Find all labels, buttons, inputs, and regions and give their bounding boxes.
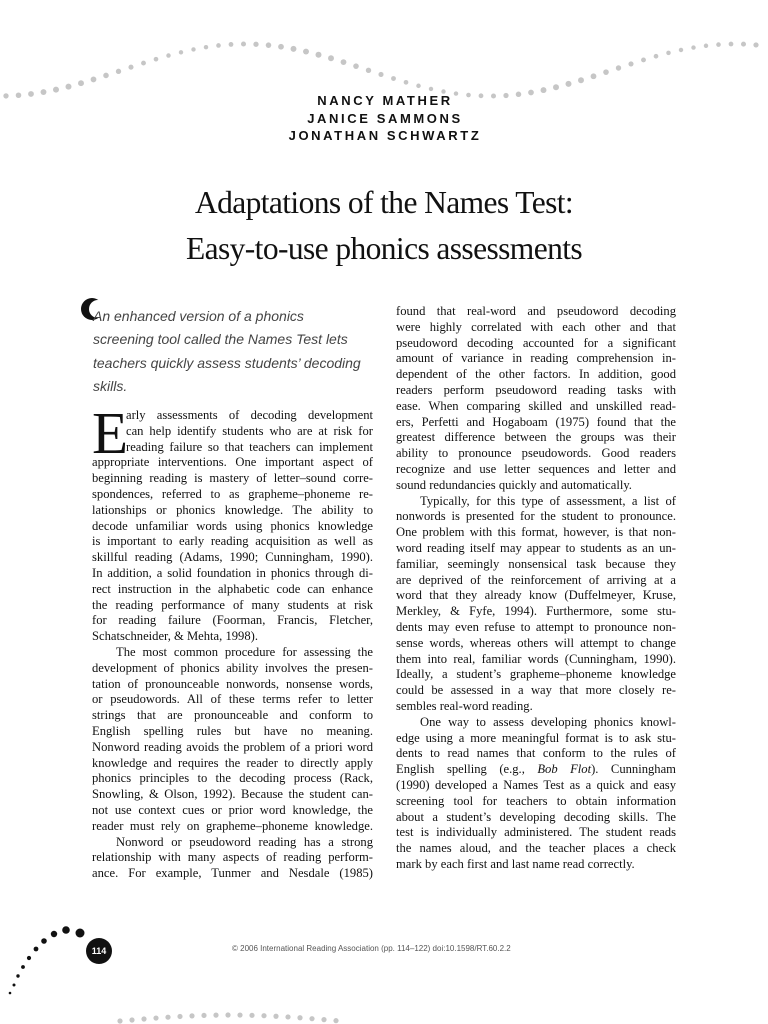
decorative-dot <box>78 80 84 86</box>
body-line: amount of variance in reading comprehension in- <box>396 351 676 366</box>
abstract-line: skills. <box>93 377 128 394</box>
decorative-dot <box>28 91 34 97</box>
decorative-dot <box>76 929 85 938</box>
decorative-dot <box>404 80 409 85</box>
decorative-dot <box>177 1014 182 1019</box>
decorative-dot <box>391 76 396 81</box>
abstract <box>93 305 383 398</box>
body-line: development of phonics ability involves the presen- <box>92 660 373 675</box>
decorative-dot <box>213 1013 218 1018</box>
body-line: or pseudowords. All of these terms refer to letter <box>92 692 373 707</box>
body-line: readers perform pseudoword reading tasks with <box>396 382 676 397</box>
decorative-dot <box>91 77 97 83</box>
drop-cap: E <box>92 400 129 466</box>
decorative-dot <box>179 50 183 54</box>
decorative-dot <box>229 42 234 47</box>
abstract-line: teachers quickly assess students’ decoding <box>93 354 361 371</box>
decorative-dot <box>16 92 22 98</box>
article-title <box>60 180 708 272</box>
body-line: lationships or phonics knowledge. The ability to <box>92 502 373 517</box>
decorative-dot <box>321 1017 326 1022</box>
body-line: could be assessed in a way that more closely re- <box>396 683 676 698</box>
decorative-dot <box>189 1013 194 1018</box>
decorative-dot <box>753 42 758 47</box>
decorative-dot <box>34 947 39 952</box>
decorative-dot <box>641 57 646 62</box>
body-line: Snowling, & Olson, 1992). Because the student can- <box>92 787 373 802</box>
decorative-dot <box>53 87 59 93</box>
decorative-dot <box>616 65 621 70</box>
decorative-dot <box>666 51 671 56</box>
abstract-line: screening tool called the Names Test lets <box>93 331 348 348</box>
decorative-dot <box>704 44 708 48</box>
body-line: beginning reading is mastery of letter–sound corre- <box>92 471 373 486</box>
decorative-dot <box>41 89 47 95</box>
decorative-dot <box>333 1018 338 1023</box>
decorative-dot <box>153 1015 158 1020</box>
body-line: not use context cues or prior word knowledge, the <box>92 802 373 817</box>
decorative-dot <box>628 61 633 66</box>
body-line: word reading itself may appear to students as an un- <box>396 540 676 555</box>
body-line: nonwords is presented for the student to pronounce. <box>396 509 676 524</box>
decorative-dot <box>116 69 121 74</box>
body-column-left <box>92 408 373 882</box>
body-line: the names aloud, and the teacher places a check <box>396 841 676 856</box>
body-line: reading failure so that teachers can implement <box>126 439 373 454</box>
decorative-dot <box>553 84 559 90</box>
decorative-dot <box>603 69 609 75</box>
decorative-dot <box>654 54 659 59</box>
body-line: edge using a more meaningful format is to ask stu- <box>396 730 676 745</box>
body-line: tation of pronounceable nonwords, nonsense words, <box>92 676 373 691</box>
body-line: are deprived of the reinforcement of arriving at a <box>396 572 676 587</box>
body-line: Nonword or pseudoword reading has a strong <box>116 834 373 849</box>
body-line: arly assessments of decoding development <box>126 408 373 422</box>
decorative-dot <box>249 1013 254 1018</box>
body-line: ers, Perfetti and Hogaboam (1975) found that the <box>396 414 676 429</box>
decorative-dot <box>27 956 31 960</box>
decorative-dot <box>154 57 159 62</box>
decorative-dot <box>129 1017 134 1022</box>
decorative-dot <box>41 938 47 944</box>
decorative-dot <box>141 1016 146 1021</box>
decorative-dot <box>103 73 109 79</box>
decorative-dot <box>204 45 208 49</box>
body-line: Schatschneider, & Mehta, 1998). <box>92 629 258 644</box>
author-name: NANCY MATHER <box>317 93 453 108</box>
body-line: the reading performance of many students at risk <box>92 597 373 612</box>
decorative-dot <box>165 1015 170 1020</box>
decorative-dot <box>285 1014 290 1019</box>
body-line: Ideally, a student’s grapheme–phoneme knowledge <box>396 667 676 682</box>
body-line: relationship with many aspects of reading perform- <box>92 850 373 865</box>
decorative-dot <box>591 73 597 79</box>
body-line: found that real-word and pseudoword decoding <box>396 304 676 318</box>
decorative-dot <box>378 72 383 77</box>
page-number-badge: 114 <box>86 938 112 964</box>
decorative-dot <box>3 93 8 98</box>
body-line: sound redundancies quickly and automatically. <box>396 477 632 492</box>
decorative-dot <box>353 63 359 69</box>
body-line: skillful reading (Adams, 1990; Cunningham, 1990). <box>92 550 373 565</box>
body-line: dents may even refuse to attempt to pronounce non- <box>396 619 676 634</box>
body-line: rect instruction in the alphabetic code can enhance <box>92 581 373 596</box>
body-line: decode unfamiliar words using phonics knowledge <box>92 518 373 533</box>
decorative-dot <box>117 1018 122 1023</box>
body-line: strings that are pronounceable and conform to <box>92 708 373 723</box>
body-line: sembles real-word reading. <box>396 698 533 713</box>
decorative-dot <box>566 81 572 87</box>
body-line: Nonword reading avoids the problem of a priori word <box>92 739 373 754</box>
decorative-dot <box>51 931 57 937</box>
decorative-dot <box>278 44 284 50</box>
body-line: ance. For example, Tunmer and Nesdale (1985) <box>92 866 373 881</box>
decorative-dot <box>128 65 133 70</box>
body-line: screening tool for teachers to obtain information <box>396 793 676 808</box>
body-line: can help identify students who are at risk for <box>126 423 373 438</box>
footer-citation: © 2006 International Reading Association (pp. 114–122) doi:10.1598/RT.60.2.2 <box>232 944 511 953</box>
decorative-dot <box>328 55 334 61</box>
body-line: for reading failure (Foorman, Francis, Fletcher, <box>92 613 373 628</box>
decorative-dot <box>341 59 347 65</box>
decorative-dot <box>729 42 734 47</box>
body-line: were highly correlated with each other and that <box>396 319 676 334</box>
body-line: recognize and use letter sequences and letter and <box>396 461 676 476</box>
author-list <box>230 92 540 145</box>
body-line: word that they already know (Duffelmeyer, Kruse, <box>396 588 676 603</box>
decorative-dot <box>21 965 25 969</box>
decorative-dot <box>416 84 421 89</box>
body-line: Typically, for this type of assessment, a list of <box>420 493 676 508</box>
body-line: English spelling (e.g., Bob Flot). Cunningham <box>396 762 676 777</box>
decorative-dot <box>66 84 72 90</box>
decorative-dot <box>309 1016 314 1021</box>
decorative-dot <box>216 43 221 48</box>
body-line: One problem with this format, however, is that non- <box>396 525 676 540</box>
decorative-dot <box>316 52 322 58</box>
decorative-dot <box>578 77 584 83</box>
body-line: greatest difference between the groups was their <box>396 430 676 445</box>
body-line: sense words, whereas others will attempt to change <box>396 635 676 650</box>
body-line: about a student’s developing decoding skills. The <box>396 809 676 824</box>
decorative-dot <box>13 984 16 987</box>
body-line: them into real, familiar words (Cunningham, 1990). <box>396 651 676 666</box>
decorative-dot <box>429 87 433 91</box>
author-name: JANICE SAMMONS <box>307 110 463 126</box>
decorative-dot <box>241 41 246 46</box>
decorative-dot <box>62 926 70 934</box>
decorative-dot <box>541 87 547 93</box>
body-line: One way to assess developing phonics knowl- <box>420 714 676 729</box>
decorative-dot <box>9 992 12 995</box>
body-line: dependent of the other factors. In addition, good <box>396 367 676 382</box>
decorative-dot <box>237 1012 242 1017</box>
decorative-dot <box>266 42 272 48</box>
decorative-dot <box>166 53 170 57</box>
decorative-dot <box>291 46 297 52</box>
body-line: English spelling rules but have no meaning. <box>92 723 373 738</box>
title-line: Easy-to-use phonics assessments <box>185 231 583 266</box>
decorative-dot <box>716 42 721 47</box>
decorative-dot <box>303 49 309 55</box>
decorative-dot <box>691 45 695 49</box>
body-line: is important to early reading acquisition as well as <box>92 534 373 549</box>
body-line: appropriate interventions. One important aspect of <box>92 455 373 470</box>
body-line: phonics principles to the decoding process (Rack, <box>92 771 373 786</box>
decorative-dot <box>225 1012 230 1017</box>
abstract-line: An enhanced version of a phonics <box>93 308 304 324</box>
body-line: knowledge and requires the reader to directly apply <box>92 755 373 770</box>
body-line: The most common procedure for assessing the <box>116 644 373 659</box>
body-column-right <box>396 304 676 873</box>
body-line: reader must rely on grapheme–phoneme knowledge. <box>92 818 373 833</box>
decorative-dot <box>679 48 683 52</box>
body-line: pseudoword decoding accounted for a significant <box>396 335 676 350</box>
body-line: test is individually administered. The student reads <box>396 825 676 840</box>
decorative-dot <box>741 42 746 47</box>
body-line: In addition, a solid foundation in phonics through di- <box>92 565 373 580</box>
decorative-dot <box>16 974 19 977</box>
body-line: ease. When comparing skilled and unskilled read- <box>396 398 676 413</box>
decorative-dot <box>366 68 371 73</box>
body-line: spondences, referred to as grapheme–phoneme re- <box>92 486 373 501</box>
title-line: Adaptations of the Names Test: <box>194 185 574 220</box>
decorative-dot <box>297 1015 302 1020</box>
body-line: ability to pronounce pseudowords. Good readers <box>396 446 676 461</box>
body-line: mark by each first and last name read correctly. <box>396 856 635 871</box>
decorative-dot <box>191 47 195 51</box>
decorative-dot <box>141 61 146 66</box>
body-line: Merkley, & Fyfe, 1994). Furthermore, some stu- <box>396 604 676 619</box>
decorative-dot <box>201 1013 206 1018</box>
body-line: dents to read names that conform to the rules of <box>396 746 676 761</box>
decorative-dot <box>261 1013 266 1018</box>
author-name: JONATHAN SCHWARTZ <box>288 128 482 143</box>
decorative-dot <box>273 1014 278 1019</box>
body-line: (1990) developed a Names Test as a quick and easy <box>396 777 676 792</box>
decorative-dot <box>253 42 258 47</box>
body-line: familiar, seemingly nonsensical task because they <box>396 556 676 571</box>
